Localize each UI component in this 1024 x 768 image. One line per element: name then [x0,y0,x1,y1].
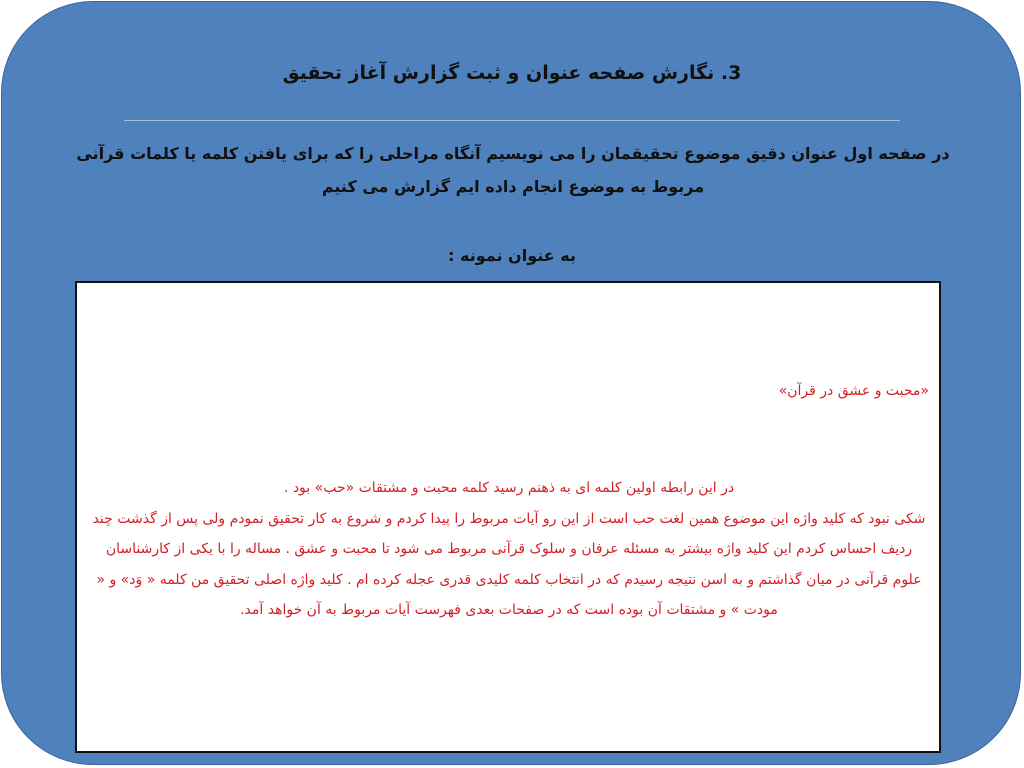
example-label: به عنوان نمونه : [448,246,576,265]
intro-paragraph: در صفحه اول عنوان دقیق موضوع تحقیقمان را می نویسیم آنگاه مراحلی را که برای یافتن کلمه یا کلمات قرآنی مربوط به موضوع انجام داده ایم گزارش می کنیم [76,144,950,196]
example-box [75,281,941,753]
example-body-paragraph: شکی نبود که کلید واژه این موضوع همین لغت حب است از این رو آیات مربوط را پیدا کردم و شروع به کار تحقیق نمودم ولی پس از گذشت چند ردیف احساس کردم این کلید واژه بیشتر به مسئله عرفان و سلوک قرآنی مربوط می شود تا محبت و عشق . مساله را با یکی از کارشناسان علوم قرآنی در میان گذاشتم و به اسن نتیجه رسیدم که در انتخاب کلمه کلیدی قدری عجله کرده ام . کلید واژه اصلی تحقیق من کلمه « وَد» و « مودت » و مشتقات آن بوده است که در صفحات بعدی فهرست آیات مربوط به آن خواهد آمد. [92,510,926,618]
example-body-line1: در این رابطه اولین کلمه ای به ذهنم رسید کلمه محبت و مشتقات «حب» بود . [283,480,735,496]
example-body [91,473,927,626]
title-divider [124,120,900,121]
slide-title: 3. نگارش صفحه عنوان و ثبت گزارش آغاز تحقیق [282,62,742,84]
example-heading: «محبت و عشق در قرآن» [778,383,929,399]
